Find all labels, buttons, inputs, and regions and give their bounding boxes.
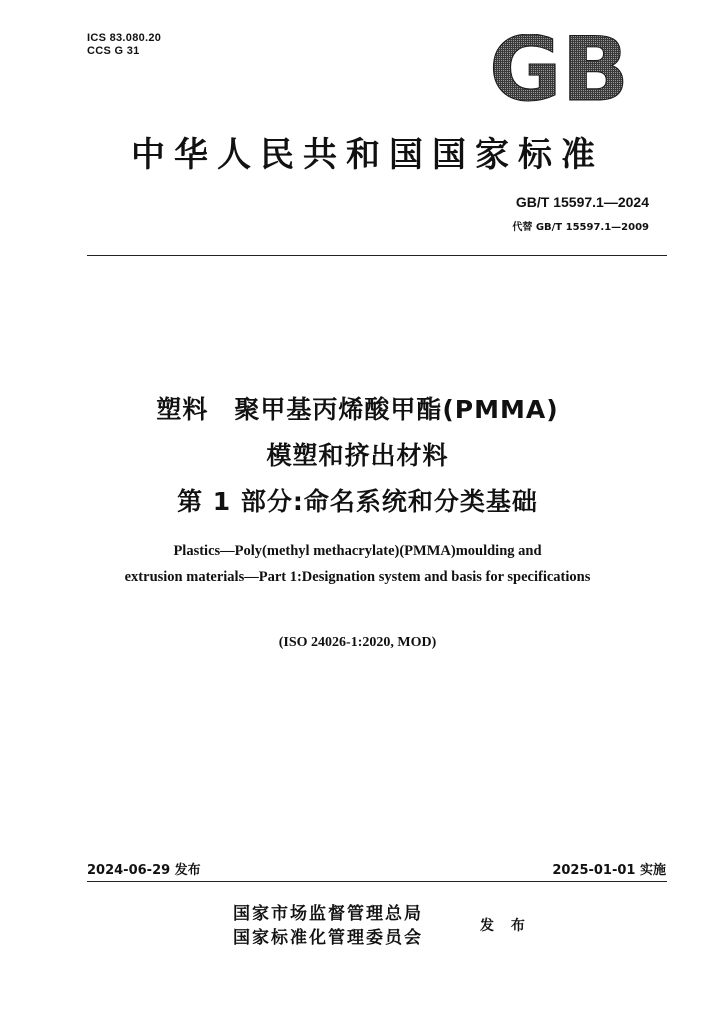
standard-number: GB/T 15597.1—2024 bbox=[515, 194, 649, 210]
issued-label: 发 布 bbox=[480, 918, 531, 934]
chinese-title-line-1: 塑料 聚甲基丙烯酸甲酯(PMMA) bbox=[156, 395, 559, 424]
classification-codes bbox=[87, 32, 161, 58]
gb-logo-text: GB bbox=[489, 34, 629, 104]
implementation-date: 2025-01-01 实施 bbox=[552, 863, 666, 878]
issuer-samr: 国家市场监督管理总局 bbox=[233, 904, 423, 924]
issuer-sac: 国家标准化管理委员会 bbox=[233, 928, 423, 948]
national-standard-heading: 中华人民共和国国家标准 bbox=[131, 135, 604, 175]
english-title-line-1: Plastics—Poly(methyl methacrylate)(PMMA)moulding and bbox=[173, 543, 542, 559]
chinese-title-line-2: 模塑和挤出材料 bbox=[266, 441, 449, 470]
ics-code: ICS 83.080.20 bbox=[87, 32, 162, 44]
ccs-code: CCS G 31 bbox=[87, 45, 140, 57]
issue-date: 2024-06-29 发布 bbox=[87, 863, 201, 878]
replaced-standard: 代替 GB/T 15597.1—2009 bbox=[512, 222, 649, 233]
chinese-title-line-3: 第 1 部分:命名系统和分类基础 bbox=[177, 487, 538, 516]
bottom-divider bbox=[87, 881, 667, 882]
iso-reference: (ISO 24026-1:2020, MOD) bbox=[278, 635, 437, 650]
gb-logo bbox=[487, 34, 631, 104]
english-title-line-2: extrusion materials—Part 1:Designation system and basis for specifications bbox=[124, 569, 591, 585]
top-divider bbox=[87, 255, 667, 256]
issuing-authorities bbox=[233, 902, 423, 950]
